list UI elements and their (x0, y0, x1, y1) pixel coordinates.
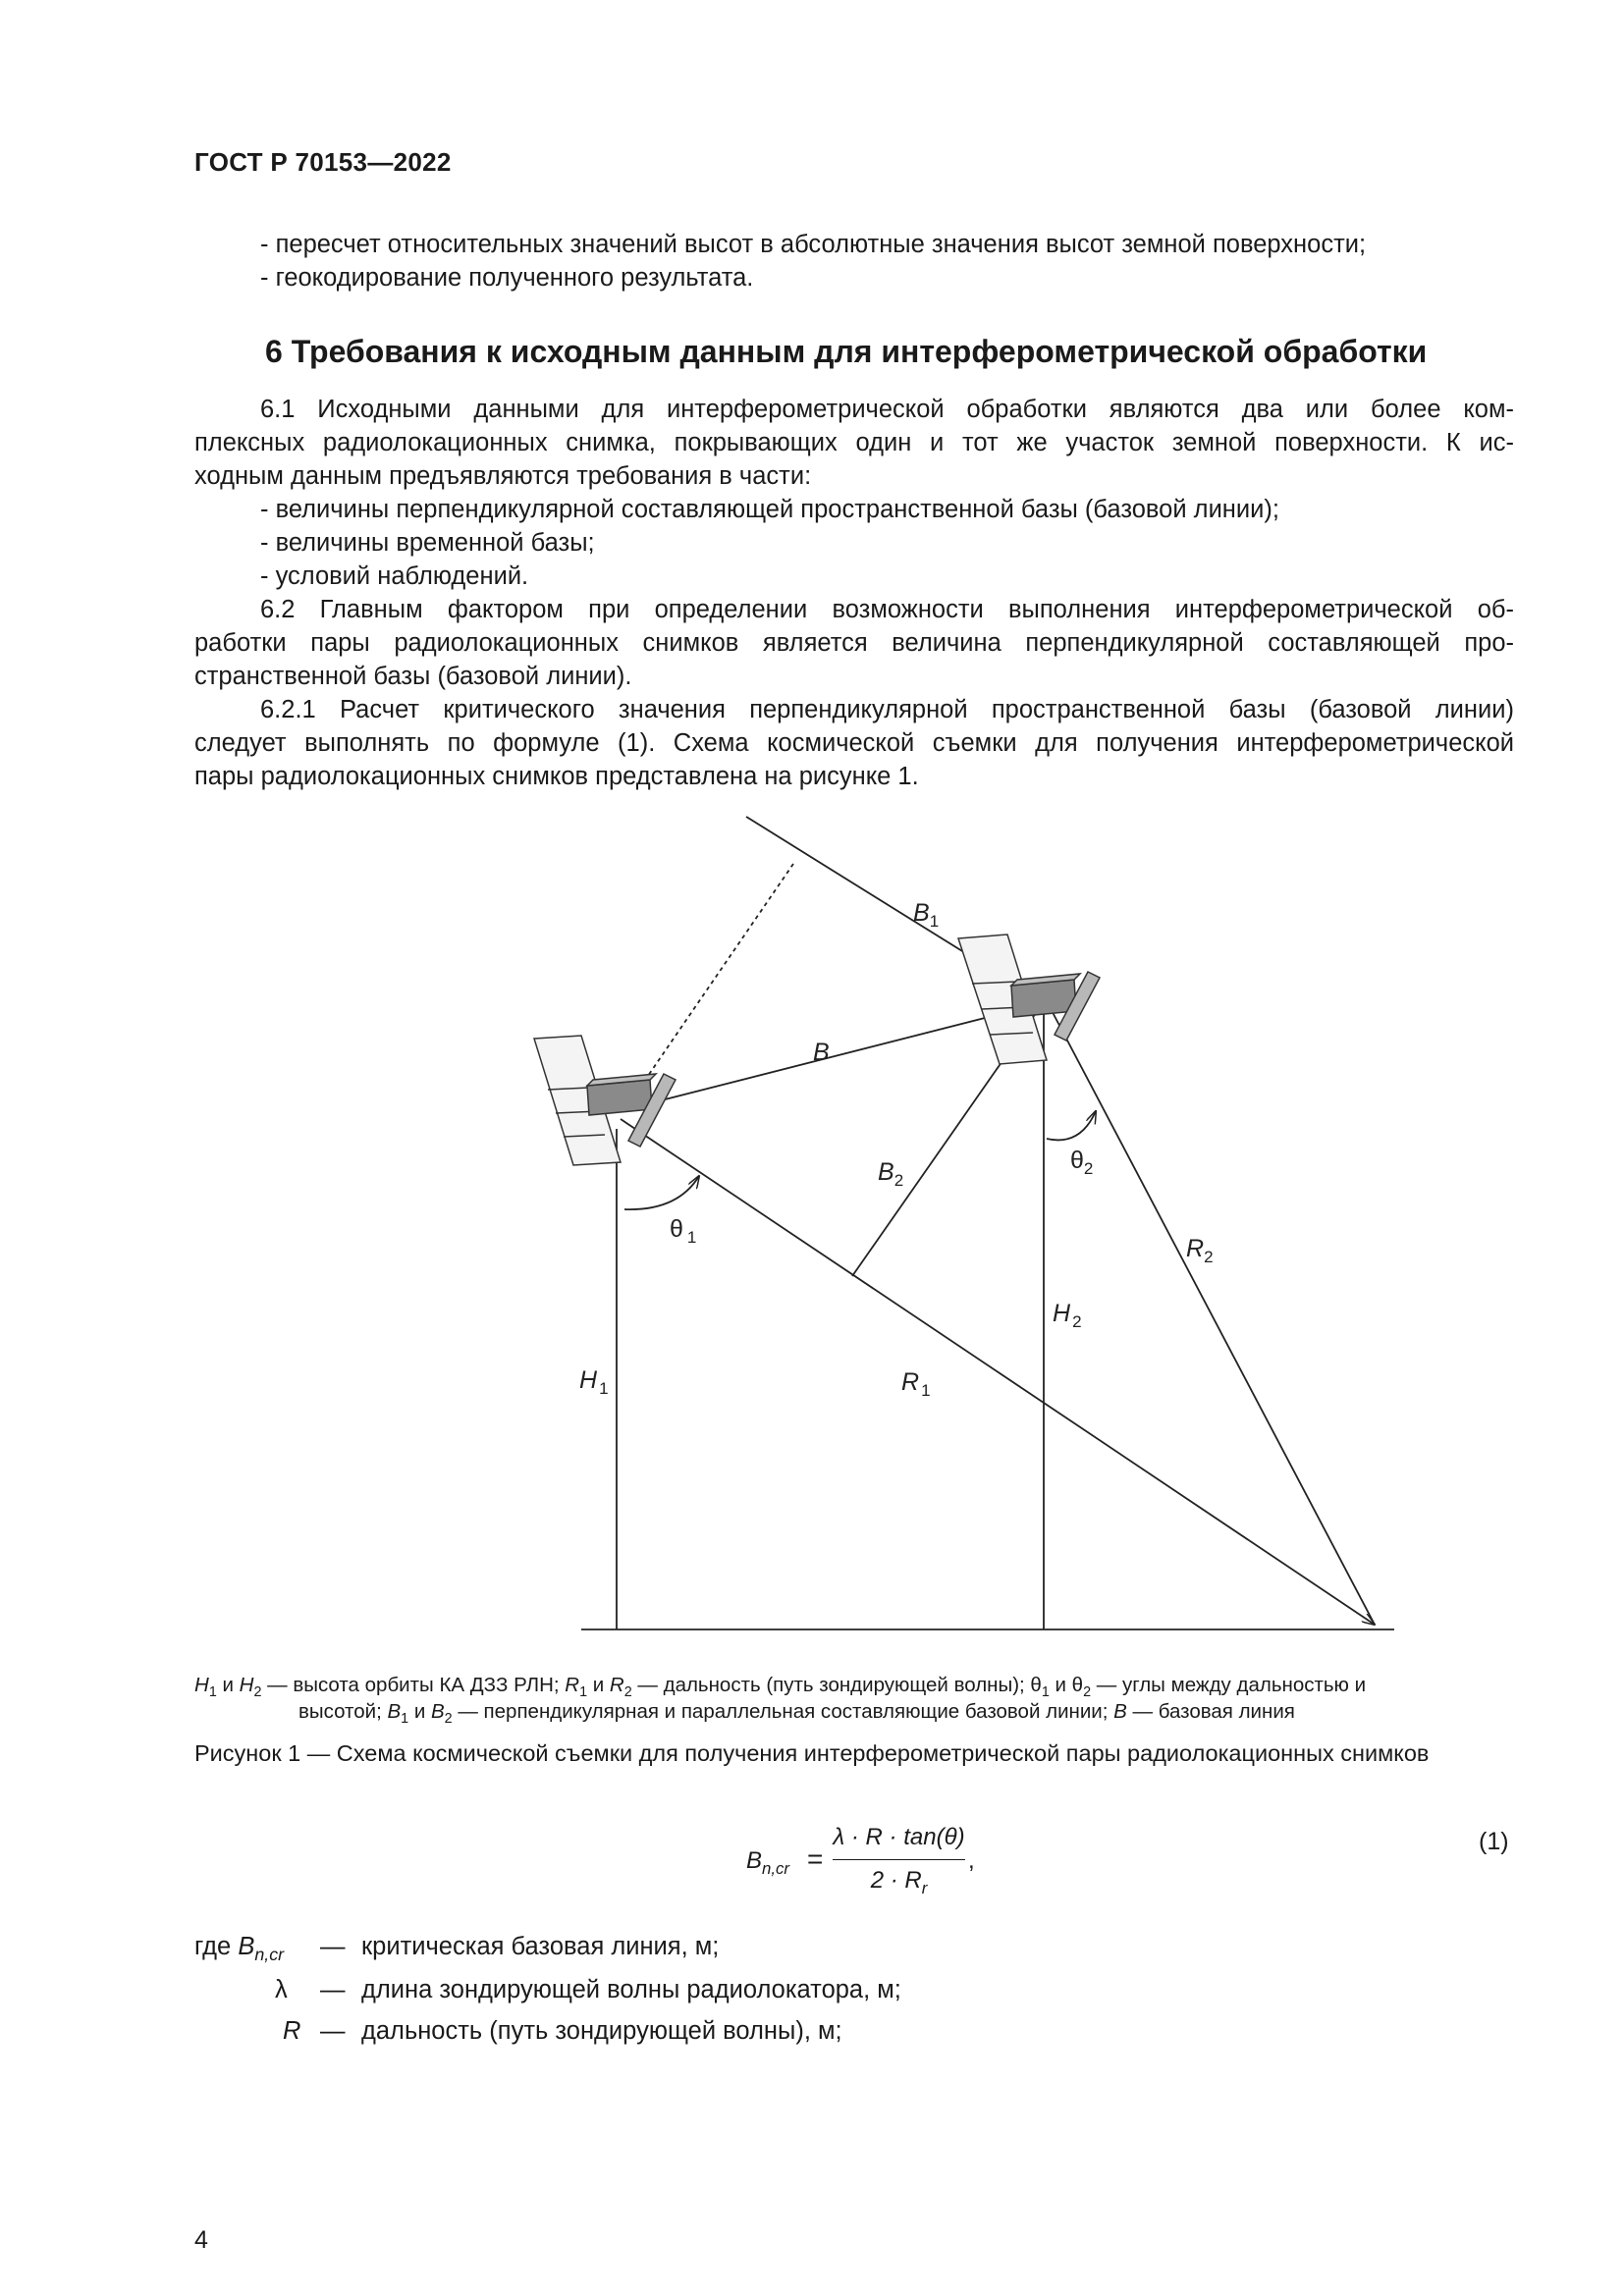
where-dash-2: — (320, 1976, 346, 2003)
legend-segment: 2 (1083, 1684, 1092, 1701)
formula-1 (746, 1824, 982, 1912)
legend-segment: 2 (444, 1711, 453, 1728)
p621-line-3: пары радиолокационных снимков представлена на рисунке 1. (194, 763, 919, 790)
legend-segment: B (1113, 1700, 1127, 1723)
legend-segment: 2 (623, 1684, 632, 1701)
formula-fraction-bar (833, 1859, 965, 1860)
formula-denominator: $2 \cdot R_r$ (870, 1867, 928, 1897)
legend-segment: H (194, 1674, 209, 1696)
legend-segment: 1 (401, 1711, 409, 1728)
p61-line-2: плексных радиолокационных снимка, покрывающих один и тот же участок земной поверхности. К ис- (194, 429, 1514, 456)
formula-numerator: λ · R · tan(θ) (833, 1824, 965, 1850)
legend-segment: и (408, 1700, 431, 1723)
legend-segment: — высота орбиты КА ДЗЗ РЛН; (261, 1674, 566, 1696)
legend-segment: — перпендикулярная и параллельная составляющие базовой линии; (452, 1700, 1114, 1723)
p61-bullet-1: - величины перпендикулярной составляющей пространственной базы (базовой линии); (260, 496, 1279, 523)
theta1-arc (624, 1176, 699, 1209)
p62-line-3: странственной базы (базовой линии). (194, 663, 632, 690)
where-text-1: критическая базовая линия, м; (361, 1933, 720, 1960)
legend-segment: — базовая линия (1126, 1700, 1295, 1723)
range-r2-line (1046, 999, 1375, 1625)
dotted-projection-line (626, 864, 793, 1107)
p61-line-3: ходным данным предъявляются требования в части: (194, 462, 812, 490)
label-b2: $B_2$ (878, 1158, 904, 1190)
legend-segment: и θ (1049, 1674, 1084, 1696)
where-sym-3: R (283, 2017, 301, 2045)
satellite-1-icon (534, 1036, 676, 1165)
where-row-1: где $B_{n,cr}$ (194, 1933, 285, 1965)
formula-equals: = (807, 1843, 824, 1874)
formula-number: (1) (1479, 1828, 1509, 1855)
legend-segment: H (239, 1674, 254, 1696)
intro-bullet-1: - пересчет относительных значений высот в абсолютные значения высот земной поверхности; (260, 231, 1367, 258)
legend-segment: B (387, 1700, 402, 1723)
figure-caption: Рисунок 1 — Схема космической съемки для получения интерферометрической пары радиолокационных снимков (194, 1740, 1430, 1766)
p61-bullet-3: - условий наблюдений. (260, 562, 529, 590)
p62-line-1: 6.2 Главным фактором при определении возможности выполнения интерферометрической об- (260, 596, 1514, 623)
formula-comma: , (968, 1847, 975, 1874)
page-number: 4 (194, 2226, 208, 2254)
where-text-3: дальность (путь зондирующей волны), м; (361, 2017, 842, 2045)
label-r2: $R_2$ (1186, 1235, 1214, 1266)
legend-segment: высотой; (298, 1700, 388, 1723)
intro-bullet-2: - геокодирование полученного результата. (260, 264, 754, 292)
where-sym-2: λ (275, 1976, 288, 2003)
range-r1-line (621, 1119, 1375, 1625)
label-r1: R $_1$ (901, 1368, 931, 1400)
satellite-2-icon (958, 934, 1100, 1064)
legend-segment: B (430, 1700, 445, 1723)
formula-lhs: $B_{n,cr}$ (746, 1847, 789, 1878)
where-dash-3: — (320, 2017, 346, 2045)
label-theta1: θ $_1$ (670, 1215, 697, 1247)
legend-segment: и (587, 1674, 610, 1696)
where-text-2: длина зондирующей волны радиолокатора, м; (361, 1976, 901, 2003)
label-theta2: $\theta_2$ (1070, 1147, 1094, 1178)
legend-segment: 1 (579, 1684, 588, 1701)
legend-segment: R (565, 1674, 580, 1696)
p621-line-1: 6.2.1 Расчет критического значения перпендикулярной пространственной базы (базовой линии) (260, 696, 1514, 723)
p61-line-1: 6.1 Исходными данными для интерферометрической обработки являются два или более ком- (260, 396, 1514, 423)
label-h1: H $_1$ (579, 1366, 609, 1398)
legend-segment: — углы между дальностью и (1091, 1674, 1367, 1696)
figure-legend-line-2 (298, 1698, 1295, 1733)
label-b1: $B_1$ (913, 899, 940, 931)
legend-segment: R (609, 1674, 624, 1696)
theta2-arc (1047, 1111, 1096, 1140)
label-b: B (813, 1039, 830, 1066)
section-title: 6 Требования к исходным данным для интерферометрической обработки (265, 334, 1428, 369)
p621-line-2: следует выполнять по формуле (1). Схема космической съемки для получения интерферометрической (194, 729, 1514, 757)
document-header: ГОСТ Р 70153—2022 (194, 147, 452, 177)
legend-segment: 2 (253, 1684, 262, 1701)
label-h2: H $_2$ (1053, 1300, 1082, 1331)
legend-segment: и (216, 1674, 240, 1696)
p62-line-2: работки пары радиолокационных снимков является величина перпендикулярной составляющей про- (194, 629, 1514, 657)
where-dash-1: — (320, 1933, 346, 1960)
legend-segment: — дальность (путь зондирующей волны); θ (631, 1674, 1042, 1696)
p61-bullet-2: - величины временной базы; (260, 529, 595, 557)
legend-segment: 1 (208, 1684, 217, 1701)
legend-segment: 1 (1041, 1684, 1050, 1701)
